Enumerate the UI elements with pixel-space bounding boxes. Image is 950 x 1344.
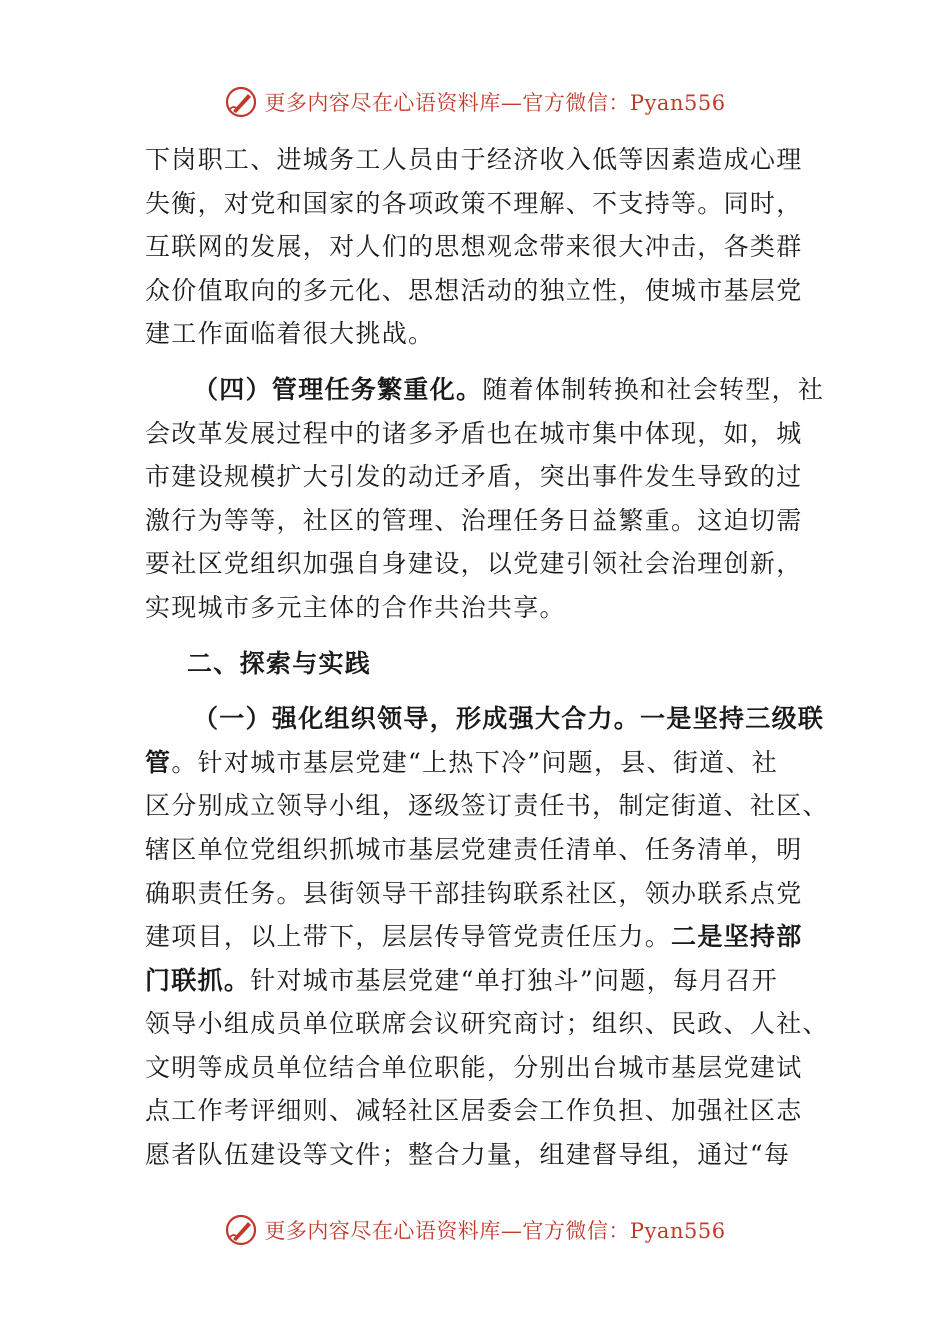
text-line: 辖区单位党组织抓城市基层党建责任清单、任务清单，明 xyxy=(145,834,803,864)
text-line: 实现城市多元主体的合作共治共享。 xyxy=(145,592,566,622)
text-line: 门联抓。针对城市基层党建“单打独斗”问题，每月召开 xyxy=(145,965,779,995)
paragraph-2 xyxy=(145,368,825,630)
text-line: 会改革发展过程中的诸多矛盾也在城市集中体现，如，城 xyxy=(145,418,803,448)
quill-pen-logo-icon xyxy=(224,1213,258,1247)
text-line: 互联网的发展，对人们的思想观念带来很大冲击，各类群 xyxy=(145,232,803,262)
text-line: 确职责任务。县街领导干部挂钩联系社区，领办联系点党 xyxy=(145,878,803,908)
text-line: 失衡，对党和国家的各项政策不理解、不支持等。同时， xyxy=(145,188,803,218)
document-body xyxy=(145,138,829,1177)
paragraph-1 xyxy=(145,138,805,356)
text-line: 管。针对城市基层党建“上热下冷”问题，县、街道、社 xyxy=(145,747,779,777)
subheading-organization: （一）强化组织领导，形成强大合力。一是坚持三级联 xyxy=(193,704,825,734)
banner-text: 更多内容尽在心语资料库—官方微信：Pyan556 xyxy=(264,1219,726,1243)
text-line: 文明等成员单位结合单位职能，分别出台城市基层党建试 xyxy=(145,1052,803,1082)
header-banner xyxy=(0,82,950,122)
text-line: 建工作面临着很大挑战。 xyxy=(145,319,435,349)
text-line xyxy=(145,697,825,741)
text-line: 领导小组成员单位联席会议研究商讨；组织、民政、人社、 xyxy=(145,1009,829,1039)
text-line: 激行为等等，社区的管理、治理任务日益繁重。这迫切需 xyxy=(145,505,803,535)
text-line: 区分别成立领导小组，逐级签订责任书，制定街道、社区、 xyxy=(145,791,829,821)
banner-text: 更多内容尽在心语资料库—官方微信：Pyan556 xyxy=(264,91,726,115)
text-line: 下岗职工、进城务工人员由于经济收入低等因素造成心理 xyxy=(145,145,803,174)
section-heading: 二、探索与实践 xyxy=(187,648,372,678)
text-line: 要社区党组织加强自身建设，以党建引领社会治理创新， xyxy=(145,549,803,579)
subheading-management-tasks: （四）管理任务繁重化。 xyxy=(193,374,483,404)
text-line: 建项目，以上带下，层层传导管党责任压力。二是坚持部 xyxy=(145,922,803,952)
text-line: 点工作考评细则、减轻社区居委会工作负担、加强社区志 xyxy=(145,1096,803,1126)
quill-pen-logo-icon xyxy=(224,85,258,119)
text-line: 众价值取向的多元化、思想活动的独立性，使城市基层党 xyxy=(145,275,803,305)
text-line: （四）管理任务繁重化。随着体制转换和社会转型，社 xyxy=(193,374,825,404)
footer-banner xyxy=(0,1210,950,1250)
text-line: 市建设规模扩大引发的动迁矛盾，突出事件发生导致的过 xyxy=(145,462,803,492)
paragraph-3 xyxy=(145,697,829,1177)
text-line: 愿者队伍建设等文件；整合力量，组建督导组，通过“每 xyxy=(145,1140,791,1170)
